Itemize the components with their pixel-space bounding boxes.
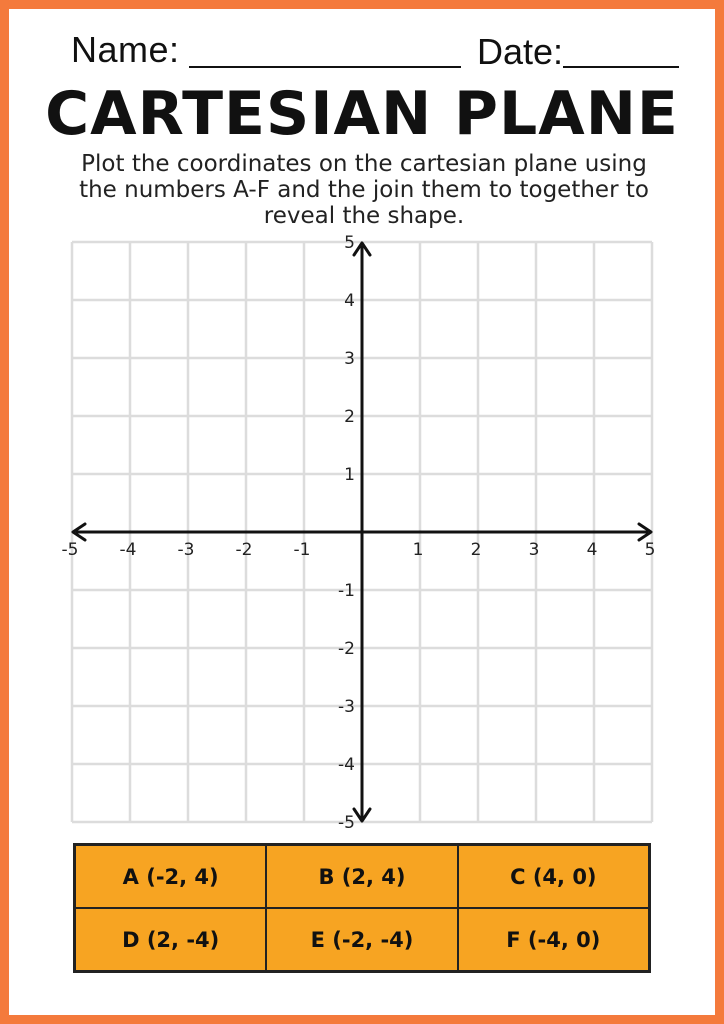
x-tick-label: 3 (528, 540, 540, 560)
page-title: CARTESIAN PLANE (45, 79, 679, 149)
y-tick-label: 4 (344, 291, 355, 311)
x-tick-label: -2 (235, 540, 253, 560)
y-tick-label: -2 (338, 639, 355, 659)
y-tick-label: 1 (344, 465, 355, 485)
coordinates-table (73, 843, 651, 973)
point-d-cell: D (2, -4) (75, 908, 266, 971)
y-tick-label: -3 (338, 697, 355, 717)
y-tick-label: -1 (338, 581, 355, 601)
y-tick-label: 3 (344, 349, 355, 369)
y-tick-label: -5 (338, 813, 355, 833)
date-label: Date: (477, 31, 564, 72)
x-tick-label: -3 (177, 540, 195, 560)
x-tick-label: 4 (586, 540, 598, 560)
point-b-cell: B (2, 4) (266, 845, 457, 908)
x-tick-label: -4 (119, 540, 137, 560)
y-tick-label: 2 (344, 407, 355, 427)
x-tick-label: -5 (61, 540, 79, 560)
axes (73, 243, 651, 821)
point-e-cell: E (-2, -4) (266, 908, 457, 971)
name-label: Name: (71, 29, 180, 70)
point-c-cell: C (4, 0) (458, 845, 649, 908)
x-tick-label: 2 (470, 540, 482, 560)
point-a-cell: A (-2, 4) (75, 845, 266, 908)
point-f-cell: F (-4, 0) (458, 908, 649, 971)
y-tick-label: -4 (338, 755, 355, 775)
x-tick-label: 5 (644, 540, 656, 560)
x-tick-label: 1 (412, 540, 424, 560)
y-tick-label: 5 (344, 233, 355, 253)
instructions-text: Plot the coordinates on the cartesian plane using the numbers A-F and the join them to together to reveal the shape. (79, 151, 649, 229)
x-tick-label: -1 (293, 540, 311, 560)
